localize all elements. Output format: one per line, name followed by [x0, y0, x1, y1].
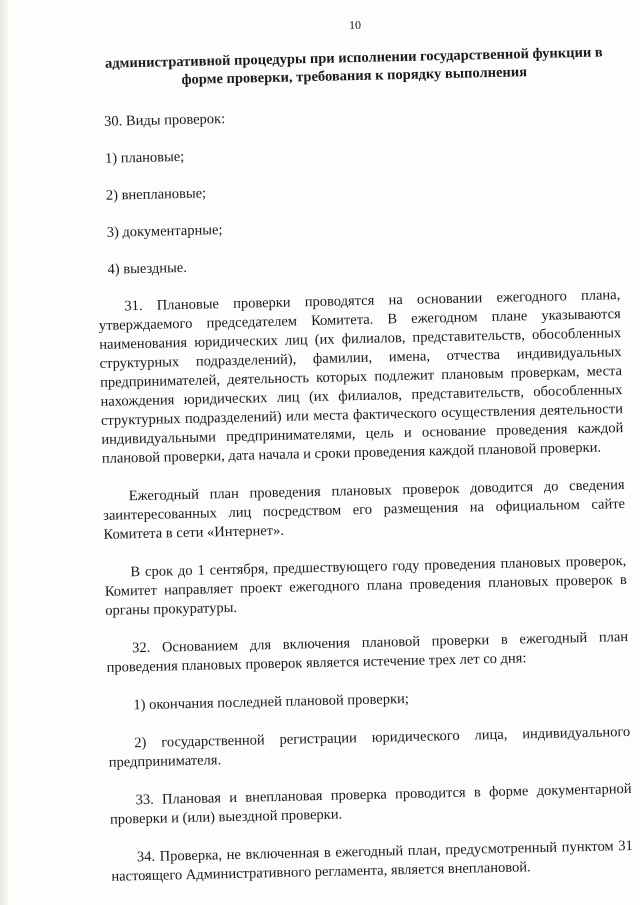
list-item: 1) окончания последней плановой проверки;	[133, 690, 410, 714]
page-content	[92, 12, 634, 897]
list-item: 2) внеплановые;	[105, 185, 207, 204]
list-item: 4) выездные.	[107, 259, 188, 278]
list-item: 2) государственной регистрации юридического лица, индивидуального предпринимателя.	[108, 723, 631, 771]
section-31-paragraph: 31. Плановые проверки проводятся на основании ежегодного плана, утверждаемого председателем Комитета. В ежегодном плане указываются наименования юридических лиц (их филиалов, представительств, обособленных структурных подразделений), фамилии, имена, отчества индивидуальных предпринимателей, деятельность которых подлежит плановым проверкам, места нахождения юридических лиц (их филиалов, представительств, обособленных структурных подразделений) или места фактического осуществления деятельности индивидуальными предпринимателями, цель и основание проведения каждой плановой проверки, дата начала и сроки проведения каждой плановой проверки.	[98, 287, 624, 467]
section-heading: административной процедуры при исполнении государственной функции в форме проверки, требования к порядку выполнения	[104, 44, 603, 88]
section-32-paragraph: 32. Основанием для включения плановой проверки в ежегодный план проведения плановых проверок является истечение трех лет со дня:	[106, 628, 629, 676]
plan-submission-paragraph: В срок до 1 сентября, предшествующего году проведения плановых проверок, Комитет направляет проект ежегодного плана проведения плановых проверок в органы прокуратуры.	[104, 553, 627, 619]
scan-edge-shadow	[0, 0, 10, 905]
list-item: 3) документарные;	[106, 222, 223, 241]
page-number: 10	[348, 17, 362, 33]
section-34-paragraph: 34. Проверка, не включенная в ежегодный план, предусмотренный пунктом 31 настоящего Административного регламента, является внеплановой.	[111, 837, 633, 885]
list-item: 1) плановые;	[104, 148, 185, 167]
section-33-paragraph: 33. Плановая и внеплановая проверка проводится в форме документарной проверки и (или) выездной проверки.	[109, 780, 632, 828]
section-30-title: 30. Виды проверок:	[104, 111, 226, 130]
annual-plan-publication-paragraph: Ежегодный план проведения плановых проверок доводится до сведения заинтересованных лиц посредством его размещения на официальном сайте Комитета в сети «Интернет».	[102, 477, 626, 543]
